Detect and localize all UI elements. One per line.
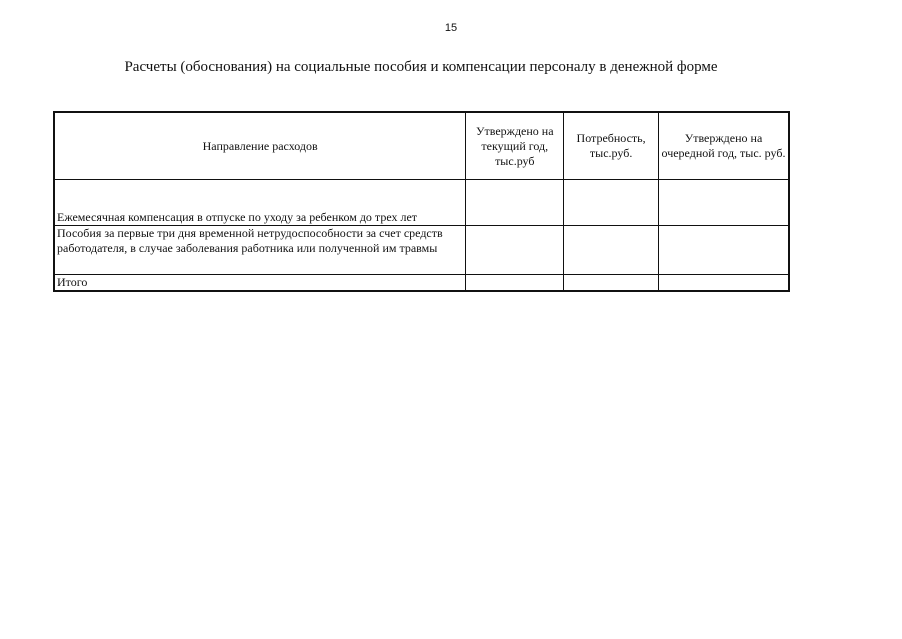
- cell-requirement: [564, 275, 659, 292]
- cell-approved-current-year: [466, 180, 564, 226]
- cell-approved-next-year: [659, 275, 790, 292]
- cell-approved-next-year: [659, 226, 790, 275]
- cell-requirement: [564, 226, 659, 275]
- row-label-sick-leave-benefits: Пособия за первые три дня временной нетрудоспособности за счет средств работодателя, в случае заболевания работника или полученной им травмы: [54, 226, 466, 275]
- cell-approved-next-year: [659, 180, 790, 226]
- table-row-total: [54, 275, 789, 292]
- expenses-table: [53, 111, 790, 292]
- header-expense-direction: Направление расходов: [54, 112, 466, 180]
- row-label-total: Итого: [54, 275, 466, 292]
- cell-approved-current-year: [466, 275, 564, 292]
- table-row: [54, 226, 789, 275]
- row-label-childcare-compensation: Ежемесячная компенсация в отпуске по уходу за ребенком до трех лет: [54, 180, 466, 226]
- cell-approved-current-year: [466, 226, 564, 275]
- table-header-row: [54, 112, 789, 180]
- cell-requirement: [564, 180, 659, 226]
- table-row: [54, 180, 789, 226]
- header-requirement: Потребность, тыс.руб.: [564, 112, 659, 180]
- page-number: 15: [444, 22, 458, 34]
- header-approved-next-year: Утверждено на очередной год, тыс. руб.: [659, 112, 790, 180]
- header-approved-current-year: Утверждено на текущий год, тыс.руб: [466, 112, 564, 180]
- document-title: Расчеты (обоснования) на социальные пособия и компенсации персоналу в денежной форме: [124, 59, 718, 75]
